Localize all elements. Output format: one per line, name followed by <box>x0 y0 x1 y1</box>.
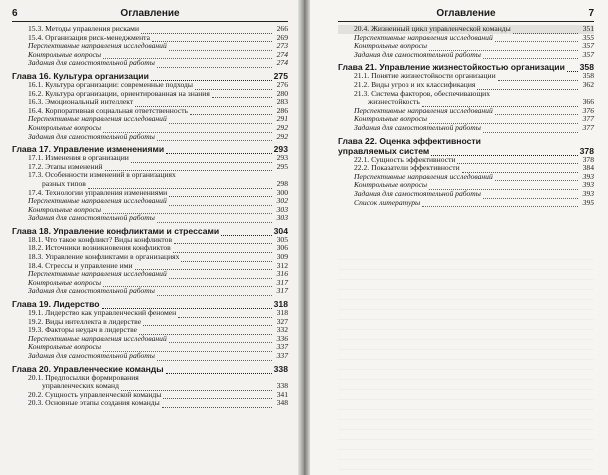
leader-dots <box>181 255 272 262</box>
leader-dots <box>141 27 272 34</box>
entry-page-number: 274 <box>276 58 288 68</box>
leader-dots <box>162 401 272 408</box>
entry-page-number: 293 <box>273 144 288 155</box>
show-through-text <box>338 250 594 475</box>
entry-page-number: 318 <box>273 299 288 310</box>
entry-page-number: 275 <box>273 70 288 81</box>
entry-page-number: 337 <box>276 342 288 352</box>
toc-apparatus-entry <box>338 124 594 133</box>
leader-dots <box>477 83 578 90</box>
leader-dots <box>495 35 578 42</box>
entry-page-number: 303 <box>276 204 288 214</box>
entry-page-number: 378 <box>579 145 594 156</box>
entry-page-number: 317 <box>276 277 288 287</box>
right-page <box>310 0 608 475</box>
toc-apparatus-entry <box>12 287 288 296</box>
leader-dots <box>483 192 578 199</box>
leader-dots <box>163 392 272 399</box>
entry-page-number: 355 <box>582 32 594 42</box>
left-page <box>0 0 298 475</box>
entry-page-number: 376 <box>582 105 594 115</box>
entry-title: Глава 17. Управление изменениями <box>12 144 165 155</box>
entry-page-number: 293 <box>276 153 288 163</box>
leader-dots <box>157 354 272 361</box>
entry-page-number: 378 <box>582 154 594 164</box>
entry-title: Задания для самостоятельной работы <box>28 213 155 223</box>
entry-title-continued: разных типов <box>42 178 86 188</box>
entry-title: 16.2. Культура организации, ориентированная на знания <box>28 88 210 98</box>
toc-apparatus-entry <box>12 133 288 142</box>
entry-title: Контрольные вопросы <box>354 180 428 190</box>
entry-title: 19.3. Факторы неудач в лидерстве <box>28 325 138 335</box>
entry-page-number: 377 <box>582 114 594 124</box>
entry-title: 18.2. Источники возникновения конфликтов <box>28 243 171 253</box>
entry-title: 17.4. Технологии управления изменениями <box>28 187 168 197</box>
entry-page-number: 338 <box>276 381 288 391</box>
entry-page-number: 336 <box>276 333 288 343</box>
entry-title: Задания для самостоятельной работы <box>354 188 481 198</box>
leader-dots <box>483 126 578 133</box>
entry-title: Контрольные вопросы <box>354 41 428 51</box>
entry-page-number: 393 <box>582 188 594 198</box>
entry-page-number: 351 <box>582 24 594 33</box>
running-title: Оглавление <box>436 8 496 19</box>
entry-title: 18.4. Стрессы и управление ими <box>28 260 133 270</box>
entry-title: Глава 20. Управленческие команды <box>12 363 164 374</box>
entry-title: 17.1. Изменения в организации <box>28 153 129 163</box>
entry-page-number: 291 <box>276 114 288 124</box>
entry-page-number: 338 <box>273 363 288 374</box>
entry-page-number: 304 <box>273 225 288 236</box>
entry-title: Глава 22. Оценка эффективности <box>338 135 481 146</box>
entry-page-number: 280 <box>276 88 288 98</box>
leader-dots <box>143 319 272 326</box>
entry-page-number: 393 <box>582 171 594 181</box>
entry-page-number: 357 <box>582 49 594 59</box>
leader-dots <box>166 146 272 154</box>
entry-title: Контрольные вопросы <box>28 204 102 214</box>
entry-page-number: 348 <box>276 398 288 408</box>
entry-title: 21.3. Система факторов, обеспечивающих <box>354 88 491 98</box>
entry-title: Задания для самостоятельной работы <box>354 122 481 132</box>
entry-page-number: 358 <box>579 62 594 73</box>
entry-title: 19.2. Виды интеллекта в лидерстве <box>28 316 142 326</box>
leader-dots <box>169 336 272 343</box>
entry-title: 20.3. Основные этапы создания команды <box>28 398 160 408</box>
entry-title: Перспективные направления исследований <box>28 333 167 343</box>
entry-title-continued: управленческих команд <box>42 381 119 391</box>
entry-title: Контрольные вопросы <box>354 114 428 124</box>
entry-page-number: 312 <box>276 260 288 270</box>
toc-list-right <box>338 25 594 207</box>
entry-title: 17.2. Этапы изменений <box>28 161 103 171</box>
entry-page-number: 362 <box>582 79 594 89</box>
entry-title: 18.1. Что такое конфликт? Виды конфликтов <box>28 234 173 244</box>
entry-page-number: 266 <box>276 24 288 33</box>
entry-title: 16.4. Корпоративная социальная ответственность <box>28 105 189 115</box>
entry-title: Перспективные направления исследований <box>354 32 493 42</box>
entry-page-number: 327 <box>276 316 288 326</box>
entry-title: 16.1. Культура организации: современные подходы <box>28 79 194 89</box>
leader-dots <box>169 272 272 279</box>
entry-page-number: 302 <box>276 196 288 206</box>
entry-page-number: 276 <box>276 79 288 89</box>
entry-title: 19.1. Лидерство как управленческий феномен <box>28 308 177 318</box>
entry-page-number: 309 <box>276 252 288 262</box>
entry-page-number: 358 <box>582 71 594 81</box>
entry-page-number: 316 <box>276 269 288 279</box>
entry-page-number: 393 <box>582 180 594 190</box>
entry-title: 21.1. Понятие жизнестойкости организации <box>354 71 496 81</box>
leader-dots <box>152 35 272 42</box>
entry-title: 22.1. Сущность эффективности <box>354 154 456 164</box>
entry-title: Перспективные направления исследований <box>28 269 167 279</box>
entry-title: Контрольные вопросы <box>28 342 102 352</box>
leader-dots <box>212 91 272 98</box>
entry-page-number: 377 <box>582 122 594 132</box>
entry-title: Список литературы <box>354 197 421 207</box>
leader-dots <box>221 228 271 236</box>
leader-dots <box>169 199 272 206</box>
entry-page-number: 292 <box>276 131 288 141</box>
entry-title: Глава 21. Управление жизнестойкостью организации <box>338 62 565 73</box>
leader-dots <box>166 366 272 374</box>
entry-page-number: 318 <box>276 308 288 318</box>
entry-page-number: 337 <box>276 351 288 360</box>
entry-title: Задания для самостоятельной работы <box>28 351 155 360</box>
leader-dots <box>457 157 578 164</box>
leader-dots <box>169 117 272 124</box>
entry-page-number: 286 <box>276 105 288 115</box>
entry-page-number: 332 <box>276 325 288 335</box>
entry-page-number: 298 <box>276 178 288 188</box>
entry-page-number: 384 <box>582 163 594 173</box>
entry-page-number: 292 <box>276 122 288 132</box>
leader-dots <box>173 246 272 253</box>
entry-title: Глава 16. Культура организации <box>12 70 149 81</box>
leader-dots <box>513 27 578 34</box>
leader-dots <box>422 200 578 207</box>
toc-apparatus-entry <box>338 51 594 60</box>
leader-dots <box>495 108 578 115</box>
leader-dots <box>169 44 272 51</box>
entry-title: Контрольные вопросы <box>28 49 102 59</box>
leader-dots <box>157 216 272 223</box>
toc-apparatus-entry <box>12 214 288 223</box>
toc-apparatus-entry <box>12 352 288 361</box>
entry-title-continued: управляемых систем <box>338 145 430 156</box>
leader-dots <box>131 156 272 163</box>
entry-page-number: 269 <box>276 32 288 42</box>
entry-page-number: 366 <box>582 97 594 107</box>
running-head-left <box>12 0 288 22</box>
entry-title: Перспективные направления исследований <box>28 196 167 206</box>
entry-title: 20.2. Сущность управленческой команды <box>28 389 162 399</box>
entry-title: Контрольные вопросы <box>28 277 102 287</box>
entry-title: Задания для самостоятельной работы <box>28 58 155 68</box>
entry-title: 15.4. Организация риск-менеджмента <box>28 32 150 42</box>
entry-title: Глава 18. Управление конфликтами и стрессами <box>12 225 220 236</box>
leader-dots <box>567 64 578 72</box>
entry-page-number: 283 <box>276 97 288 107</box>
entry-title: Перспективные направления исследований <box>28 114 167 124</box>
leader-dots <box>495 174 578 181</box>
leader-dots <box>498 74 578 81</box>
toc-list-left <box>12 25 288 408</box>
entry-title: Перспективные направления исследований <box>354 171 493 181</box>
entry-title: 21.2. Виды угроз и их классификация <box>354 79 476 89</box>
toc-chapter-entry <box>338 136 594 146</box>
leader-dots <box>169 190 272 197</box>
entry-page-number: 300 <box>276 187 288 197</box>
entry-title: 15.3. Методы управления рисками <box>28 24 140 33</box>
toc-apparatus-entry <box>338 199 594 208</box>
leader-dots <box>483 52 578 59</box>
entry-title: 18.3. Управление конфликтами в организациях <box>28 252 180 262</box>
entry-page-number: 395 <box>582 197 594 207</box>
toc-section-entry <box>12 399 288 408</box>
leader-dots <box>157 289 272 296</box>
page-number: 7 <box>588 8 594 19</box>
book-gutter <box>298 0 310 475</box>
running-head-right <box>338 0 594 22</box>
entry-title: Задания для самостоятельной работы <box>28 286 155 296</box>
entry-title: Глава 19. Лидерство <box>12 299 100 310</box>
entry-page-number: 357 <box>582 41 594 51</box>
entry-title: Перспективные направления исследований <box>354 105 493 115</box>
entry-title: 20.4. Жизненный цикл управленческой команды <box>354 24 511 33</box>
entry-page-number: 306 <box>276 243 288 253</box>
entry-title-continued: жизнестойкость <box>368 97 420 107</box>
entry-title: Задания для самостоятельной работы <box>28 131 155 141</box>
entry-title: 17.3. Особенности изменений в организациях <box>28 170 176 180</box>
entry-page-number: 305 <box>276 234 288 244</box>
entry-title: 20.1. Предпосылки формирования <box>28 372 139 382</box>
entry-page-number: 317 <box>276 286 288 296</box>
entry-title: Перспективные направления исследований <box>28 41 167 51</box>
entry-page-number: 273 <box>276 41 288 51</box>
entry-page-number: 341 <box>276 389 288 399</box>
toc-apparatus-entry <box>12 59 288 68</box>
leader-dots <box>157 134 272 141</box>
leader-dots <box>157 61 272 68</box>
page-number: 6 <box>12 8 18 19</box>
entry-title: Контрольные вопросы <box>28 122 102 132</box>
entry-page-number: 274 <box>276 49 288 59</box>
leader-dots <box>174 237 272 244</box>
entry-title: Задания для самостоятельной работы <box>354 49 481 59</box>
leader-dots <box>178 311 272 318</box>
entry-page-number: 303 <box>276 213 288 223</box>
entry-title: 22.2. Показатели эффективности <box>354 163 460 173</box>
entry-title: 16.3. Эмоциональный интеллект <box>28 97 134 107</box>
running-title: Оглавление <box>120 8 180 19</box>
entry-page-number: 295 <box>276 161 288 171</box>
leader-dots <box>190 108 272 115</box>
